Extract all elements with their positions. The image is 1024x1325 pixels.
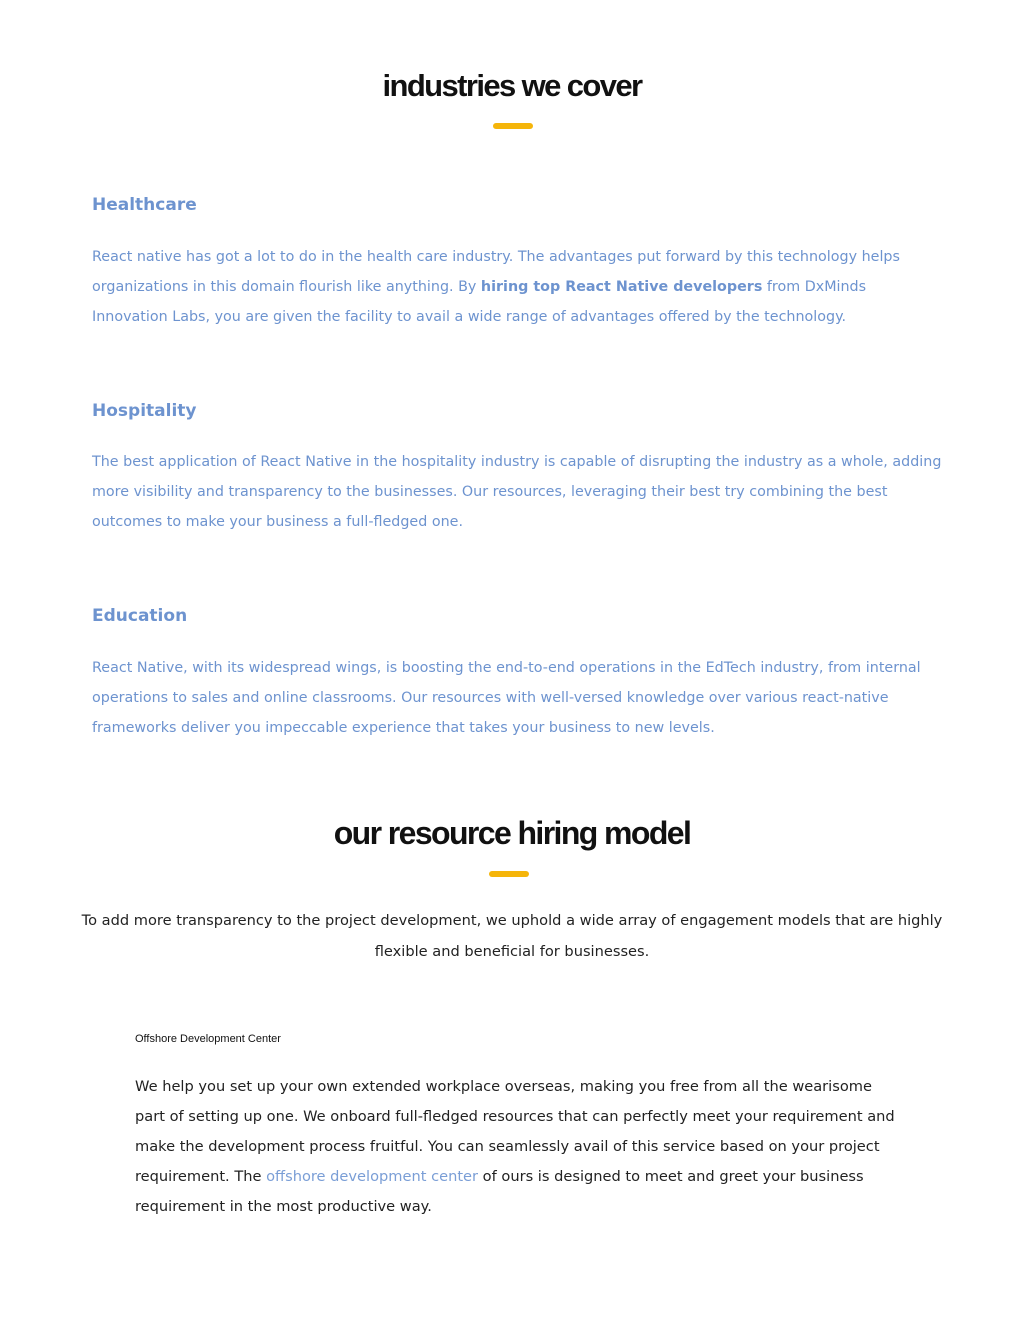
offshore-development-center-link[interactable]: offshore development center bbox=[266, 1168, 479, 1185]
hiring-model-title-underline bbox=[489, 871, 529, 877]
model-text-offshore bbox=[135, 1072, 895, 1222]
offshore-text-start: We help you set up your own extended workplace overseas, making you free from all the wearisome part of setting up one. We onboard full-fledged resources that can perfectly meet your requirement and make the development process fruitful. You can seamlessly avail of this service based on your project requirement. The bbox=[135, 1078, 895, 1185]
offshore-text-end: of ours is designed to meet and greet your business requirement in the most productive way. bbox=[135, 1168, 864, 1215]
hiring-model-title: our resource hiring model bbox=[333, 815, 691, 851]
industry-heading-hospitality: Hospitality bbox=[92, 401, 197, 421]
healthcare-text-end: from DxMinds Innovation Labs, you are given the facility to avail a wide range of advantages offered by the technology. bbox=[92, 279, 867, 325]
hire-react-native-developers-link[interactable] bbox=[481, 279, 762, 295]
model-label-offshore: Offshore Development Center bbox=[135, 1033, 281, 1045]
hire-link-label: hiring top React Native developers bbox=[480, 279, 763, 295]
healthcare-text-start: React native has got a lot to do in the health care industry. The advantages put forward by this technology helps organizations in this domain flourish like anything. By bbox=[92, 249, 900, 295]
industry-heading-education: Education bbox=[92, 606, 188, 626]
industry-text-education: React Native, with its widespread wings, is boosting the end-to-end operations in the EdTech industry, from internal operations to sales and online classrooms. Our resources with well-versed knowledge over various react-native frameworks deliver you impeccable experience that takes your business to new levels. bbox=[92, 660, 921, 736]
hiring-model-intro: To add more transparency to the project development, we uphold a wide array of engagement models that are highly flexible and beneficial for businesses. bbox=[81, 912, 943, 960]
industries-title: industries we cover bbox=[382, 68, 642, 103]
industry-text-healthcare bbox=[92, 242, 942, 332]
industry-text-hospitality: The best application of React Native in the hospitality industry is capable of disrupting the industry as a whole, adding more visibility and transparency to the businesses. Our resources, leveraging their best try combining the best outcomes to make your business a full-fledged one. bbox=[92, 454, 942, 530]
industries-title-underline bbox=[493, 123, 533, 129]
industry-heading-healthcare: Healthcare bbox=[92, 195, 197, 215]
